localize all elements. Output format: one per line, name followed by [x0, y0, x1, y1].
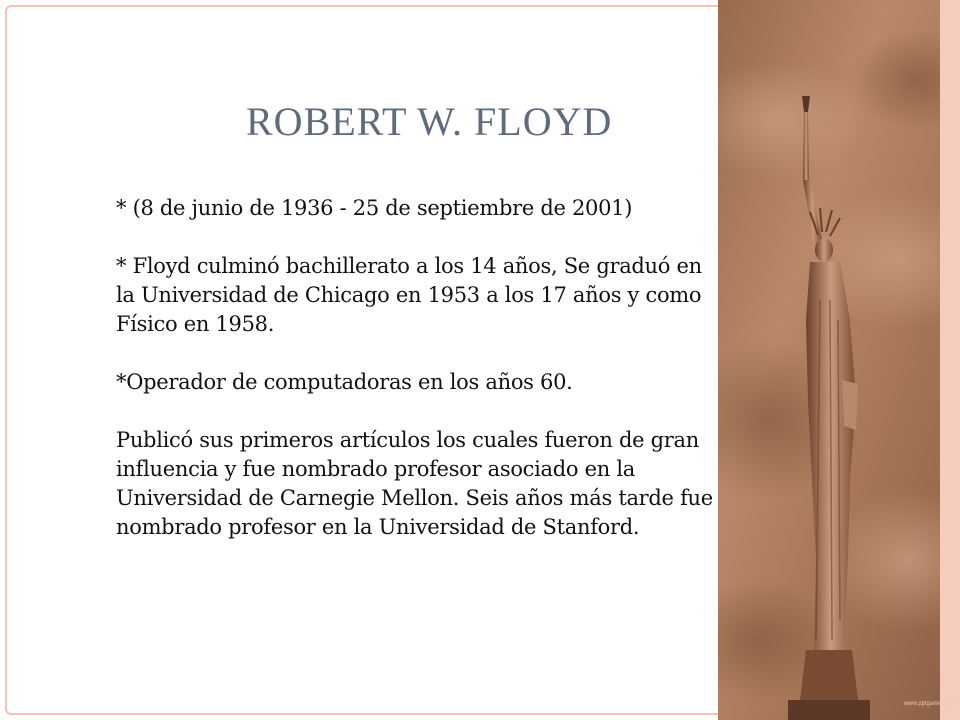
paragraph-dates: * (8 de junio de 1936 - 25 de septiembre de 2001) [116, 196, 633, 220]
statue-of-liberty-image [718, 0, 960, 720]
slide-title: ROBERT W. FLOYD [246, 99, 613, 144]
paragraph-operator: *Operador de computadoras en los años 60. [116, 370, 573, 394]
paragraph-education: * Floyd culminó bachillerato a los 14 años, Se graduó en la Universidad de Chicago en 1953 a los 17 años y como Físico en 1958. [116, 254, 702, 336]
slide-body [116, 194, 716, 571]
watermark-text: www.pptgames.com [904, 701, 958, 707]
paragraph-career: Publicó sus primeros artículos los cuales fueron de gran influencia y fue nombrado profesor asociado en la Universidad de Carnegie Mellon. Seis años más tarde fue nombrado profesor en la Universidad de Stanford. [116, 428, 713, 539]
